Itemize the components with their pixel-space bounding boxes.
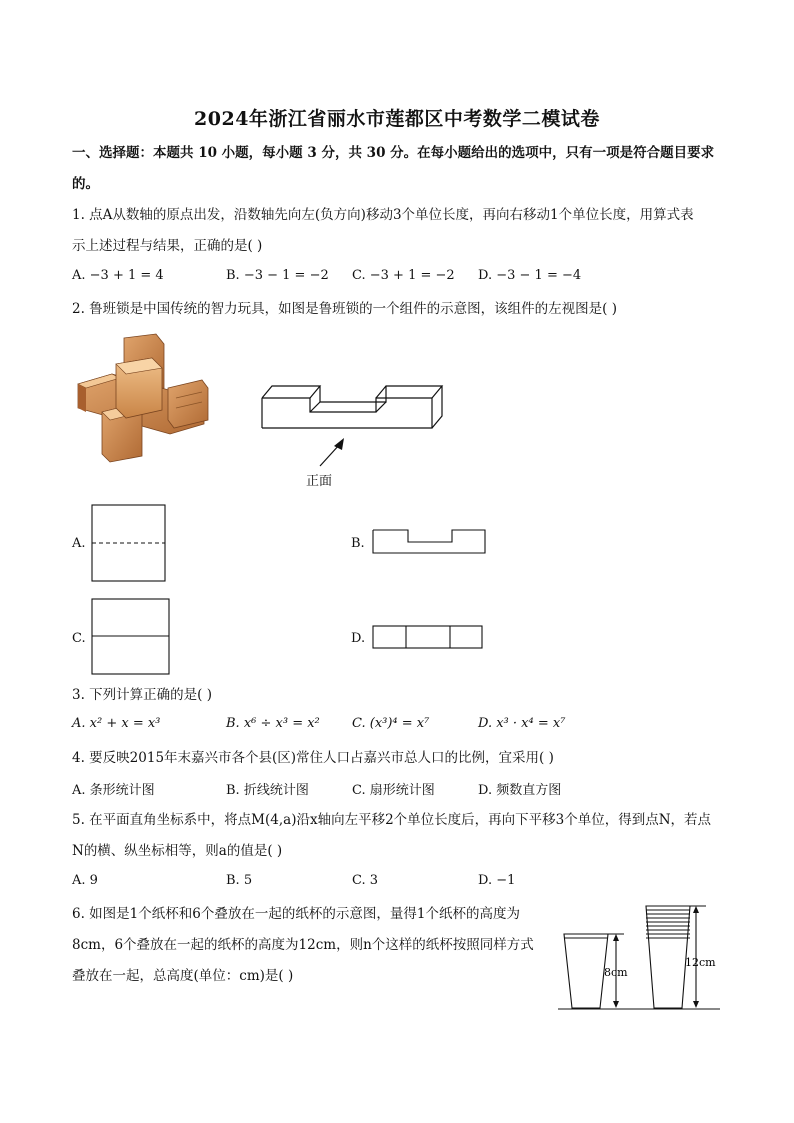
- q2-option-c-figure: [91, 598, 171, 676]
- q2-option-d-figure: [372, 625, 484, 650]
- q5-text-cont: N的横、纵坐标相等，则a的值是( ): [72, 843, 283, 859]
- page-title: 2024年浙江省丽水市莲都区中考数学二模试卷: [194, 108, 600, 130]
- q6-text-cont2: 叠放在一起，总高度(单位：cm)是( ): [72, 968, 294, 984]
- q1-text-cont: 示上述过程与结果，正确的是( ): [72, 238, 263, 254]
- q5-option-b: B. 5: [226, 873, 253, 888]
- q1-text: 1. 点A从数轴的原点出发，沿数轴先向左(负方向)移动3个单位长度，再向右移动1个单位长度，用算式表: [72, 207, 694, 223]
- section-heading: 一、选择题：本题共 10 小题，每小题 3 分，共 30 分。在每小题给出的选项中，只有一项是符合题目要求: [72, 145, 715, 161]
- q1-option-c: C. −3 + 1 = −2: [352, 268, 455, 283]
- q5-option-d: D. −1: [478, 873, 516, 888]
- q4-option-b: B. 折线统计图: [226, 783, 309, 798]
- q2-option-d-label: D.: [351, 631, 366, 646]
- q4-text: 4. 要反映2015年末嘉兴市各个县(区)常住人口占嘉兴市总人口的比例，宜采用( ): [72, 750, 554, 766]
- q3-option-a: A. x² + x = x³: [72, 716, 161, 731]
- cups-figure: [556, 902, 722, 1014]
- q1-option-a: A. −3 + 1 = 4: [72, 268, 164, 283]
- cup-height-label: 8cm: [604, 966, 628, 979]
- q6-text: 6. 如图是1个纸杯和6个叠放在一起的纸杯的示意图，量得1个纸杯的高度为: [72, 906, 520, 922]
- q2-text: 2. 鲁班锁是中国传统的智力玩具，如图是鲁班锁的一个组件的示意图，该组件的左视图是( ): [72, 301, 617, 317]
- q3-option-c: C. (x³)⁴ = x⁷: [352, 716, 430, 731]
- q3-text: 3. 下列计算正确的是( ): [72, 687, 212, 703]
- q5-option-a: A. 9: [72, 873, 98, 888]
- q5-option-c: C. 3: [352, 873, 379, 888]
- q2-option-b-figure: [372, 529, 488, 555]
- section-heading-cont: 的。: [72, 176, 99, 192]
- q2-option-c-label: C.: [72, 631, 86, 646]
- q2-option-b-label: B.: [351, 536, 365, 551]
- q2-option-a-label: A.: [72, 536, 86, 551]
- q4-option-d: D. 频数直方图: [478, 783, 562, 798]
- q1-option-b: B. −3 − 1 = −2: [226, 268, 329, 283]
- q4-option-c: C. 扇形统计图: [352, 783, 435, 798]
- luban-lock-image: [72, 328, 210, 464]
- q6-text-cont: 8cm，6个叠放在一起的纸杯的高度为12cm，则n个这样的纸杯按照同样方式: [72, 937, 534, 953]
- stack-height-label: 12cm: [685, 956, 716, 969]
- front-label: 正面: [306, 474, 333, 489]
- q3-option-b: B. x⁶ ÷ x³ = x²: [226, 716, 320, 731]
- component-sketch: [258, 378, 444, 490]
- q3-option-d: D. x³ · x⁴ = x⁷: [478, 716, 566, 731]
- q5-text: 5. 在平面直角坐标系中，将点M(4,a)沿x轴向左平移2个单位长度后，再向下平移3个单位，得到点N，若点: [72, 812, 712, 828]
- q1-option-d: D. −3 − 1 = −4: [478, 268, 582, 283]
- q2-option-a-figure: [91, 504, 167, 582]
- q4-option-a: A. 条形统计图: [72, 783, 155, 798]
